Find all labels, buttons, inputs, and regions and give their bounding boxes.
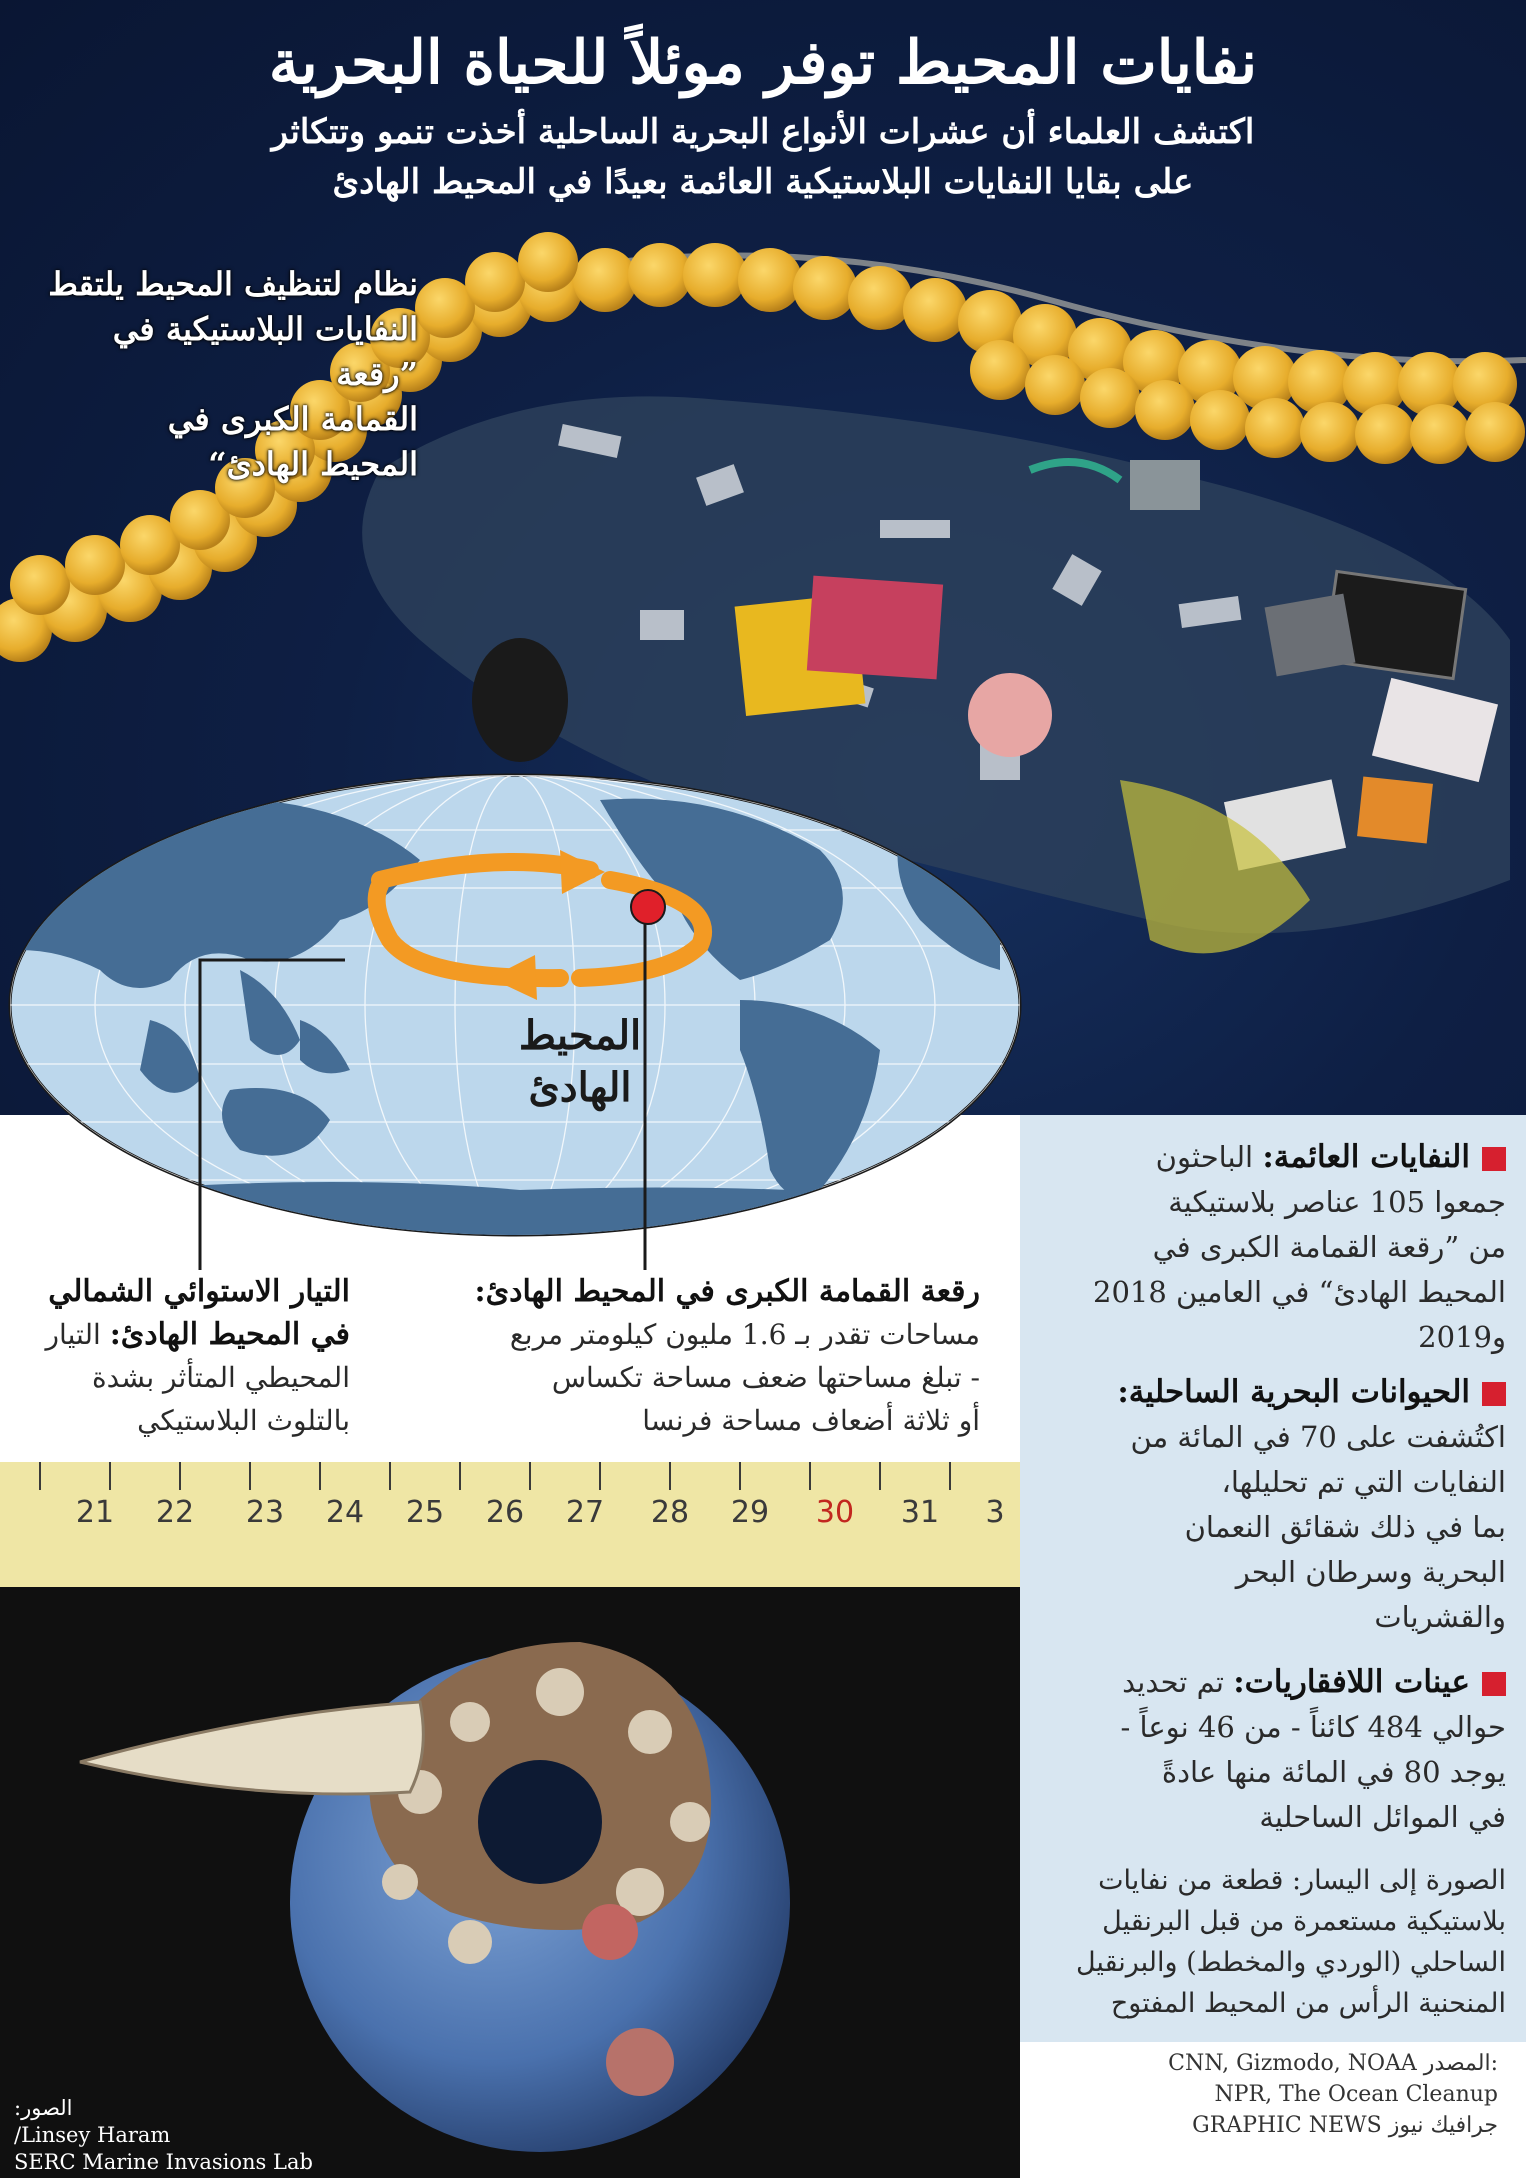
fact-text: حوالي 484 كائناً - من 46 نوعاً - (1120, 1710, 1506, 1744)
fact-text: في الموائل الساحلية (1259, 1800, 1506, 1834)
fact-text: جمعوا 105 عناصر بلاستيكية (1168, 1185, 1506, 1219)
photo-caption-bottom (1066, 1860, 1506, 2024)
facts-sidebar (1020, 1115, 1526, 2042)
callout-heading: التيار الاستوائي الشمالي (48, 1274, 350, 1309)
callout-text: أو ثلاثة أضعاف مساحة فرنسا (642, 1404, 980, 1437)
main-title: نفايات المحيط توفر موئلاً للحياة البحرية (268, 28, 1258, 98)
caption-line: المحيط الهادئ“ (208, 445, 418, 483)
fact-text: المحيط الهادئ“ في العامين 2018 (1093, 1275, 1506, 1309)
fact-heading: الحيوانات البحرية الساحلية: (1117, 1374, 1470, 1410)
red-square-bullet-icon (1482, 1382, 1506, 1406)
subtitle-line-1: اكتشف العلماء أن عشرات الأنواع البحرية الساحلية أخذت تنمو وتتكاثر (271, 112, 1255, 152)
ruler-number: 31 (900, 1495, 940, 1530)
callout-text: - تبلغ مساحتها ضعف مساحة تكساس (551, 1361, 980, 1394)
subtitle-line-2: على بقايا النفايات البلاستيكية العائمة بعيدًا في المحيط الهادئ (332, 162, 1194, 202)
fact-coastal-animals (1066, 1370, 1506, 1640)
source-value: CNN, Gizmodo, NOAA (1168, 2051, 1417, 2076)
credits-line: SERC Marine Invasions Lab (14, 2150, 313, 2174)
callout-text: التيار (45, 1318, 101, 1351)
garbage-patch-marker (631, 890, 665, 924)
fact-heading: عينات اللافقاريات: (1233, 1664, 1470, 1700)
caption-line: النفايات البلاستيكية في ”رقعة (112, 310, 418, 393)
fact-text: يوجد 80 في المائة منها عادةً (1161, 1755, 1506, 1789)
fact-text: اكتُشفت على 70 في المائة من (1130, 1420, 1506, 1454)
ruler-number: 23 (245, 1495, 285, 1530)
callout-heading: في المحيط الهادئ: (109, 1317, 350, 1352)
credits-label: الصور: (14, 2096, 73, 2120)
credits-line: /Linsey Haram (14, 2123, 171, 2147)
red-square-bullet-icon (1482, 1147, 1506, 1171)
callout-text: بالتلوث البلاستيكي (137, 1404, 350, 1437)
ruler-number: 28 (650, 1495, 690, 1530)
red-square-bullet-icon (1482, 1672, 1506, 1696)
fact-text: بما في ذلك شقائق النعمان (1184, 1510, 1506, 1544)
equatorial-current-callout (20, 1270, 350, 1442)
caption-line: الساحلي (الوردي والمخطط) والبرنقيل (1075, 1947, 1506, 1978)
caption-line: القمامة الكبرى في (167, 400, 418, 438)
callout-text: مساحات تقدر بـ 1.6 مليون كيلومتر مربع (509, 1318, 980, 1351)
fact-floating-debris (1066, 1135, 1506, 1360)
garbage-patch-callout (440, 1270, 980, 1442)
fact-text: النفايات التي تم تحليلها، (1221, 1465, 1506, 1499)
callout-heading: رقعة القمامة الكبرى في المحيط الهادئ: (474, 1274, 980, 1309)
ruler-number: 24 (325, 1495, 365, 1530)
caption-line: بلاستيكية مستعمرة من قبل البرنقيل (1102, 1906, 1506, 1937)
fact-heading: النفايات العائمة: (1262, 1139, 1470, 1175)
source-credit (1078, 2048, 1498, 2141)
fact-invertebrates (1066, 1660, 1506, 1840)
ruler-number: 25 (405, 1495, 445, 1530)
ruler-number: 30 (815, 1495, 855, 1530)
ruler-number: 22 (155, 1495, 195, 1530)
fact-text: الباحثون (1155, 1140, 1254, 1174)
photo-caption-top (38, 262, 418, 487)
ruler-number: 26 (485, 1495, 525, 1530)
caption-line: الصورة إلى اليسار: قطعة من نفايات (1098, 1865, 1506, 1896)
caption-line: نظام لتنظيف المحيط يلتقط (48, 265, 418, 303)
fact-text: و2019 (1418, 1320, 1506, 1354)
source-label: المصدر: (1423, 2051, 1498, 2076)
fact-text: تم تحديد (1122, 1665, 1224, 1699)
fact-text: من ”رقعة القمامة الكبرى في (1152, 1230, 1506, 1264)
ruler-number: 3 (985, 1495, 1005, 1530)
ruler-number: 21 (75, 1495, 115, 1530)
barnacle-buoy-photo (0, 1462, 1020, 2178)
ruler-number: 29 (730, 1495, 770, 1530)
fact-text: والقشريات (1374, 1600, 1506, 1634)
caption-line: المنحنية الرأس من المحيط المفتوح (1110, 1988, 1506, 2019)
source-line: NPR, The Ocean Cleanup (1214, 2082, 1498, 2107)
ruler-number: 27 (565, 1495, 605, 1530)
map-label-line: الهادئ (528, 1064, 632, 1111)
fact-text: البحرية وسرطان البحر (1235, 1555, 1506, 1589)
graphic-news-ar: جرافيك نيوز (1388, 2113, 1498, 2138)
callout-text: المحيطي المتأثر بشدة (92, 1361, 350, 1394)
pacific-ocean-label (480, 1010, 680, 1114)
map-label-line: المحيط (518, 1012, 642, 1059)
photo-credits (14, 2095, 313, 2176)
graphic-news-en: GRAPHIC NEWS (1192, 2113, 1382, 2138)
